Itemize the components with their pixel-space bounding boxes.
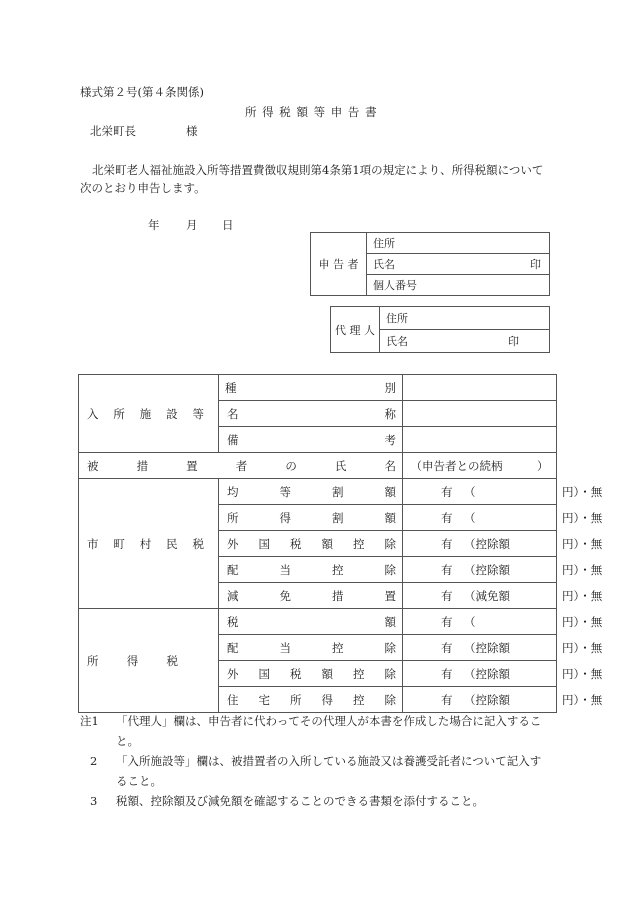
agent-heading: 代 理 人 [331,307,380,353]
note-text: 「代理人」欄は、申告者に代わってその代理人が本書を作成した場合に記入すること。 [116,714,542,748]
person-name-value[interactable] [403,453,557,479]
applicant-mynumber-label: 個人番号 [373,279,417,292]
addressee-mayor: 北栄町長 [90,124,136,138]
amount-open: （控除額 [464,536,510,551]
note-text: 「入所施設等」欄は、被措置者の入所している施設又は養護受託者について記入すること。 [116,754,542,788]
yes-mark: 有 [441,484,453,499]
facility-name-value[interactable] [403,401,557,427]
facility-name-label: 名称 [219,401,403,427]
applicant-address-label: 住所 [373,237,395,250]
relation-note: （申告者との続柄 ） [410,458,549,473]
facility-type-value[interactable] [403,375,557,401]
date-day: 日 [222,218,234,232]
note-text: 税額、控除額及び減免額を確認することのできる書類を添付すること。 [116,794,484,808]
municipal-label-foreign-credit: 外国税額控除 [219,531,403,557]
income-value-housing[interactable] [403,687,603,713]
applicant-mynumber-field[interactable] [367,275,550,296]
amount-open: （控除額 [464,666,510,681]
amount-close: 円）・無 [562,640,603,655]
amount-close: 円）・無 [562,562,603,577]
agent-address-field[interactable] [380,307,550,330]
note-number: 注1 [80,714,99,728]
amount-open: （ [464,614,476,629]
notes [80,711,550,811]
yes-mark: 有 [441,640,453,655]
form-number: 様式第２号(第４条関係) [80,85,204,99]
amount-open: （減免額 [464,588,510,603]
note-item [80,751,550,791]
form-title: 所 得 税 額 等 申 告 書 [245,105,378,119]
date-month: 月 [186,218,198,232]
amount-close: 円）・無 [562,614,603,629]
applicant-heading: 申 告 者 [311,233,367,296]
facility-remarks-value[interactable] [403,427,557,453]
amount-close: 円）・無 [562,510,603,525]
amount-close: 円）・無 [562,692,603,707]
intro-line-2: 次のとおり申告します。 [80,181,206,195]
yes-mark: 有 [441,510,453,525]
yes-mark: 有 [441,562,453,577]
municipal-value-income[interactable] [403,505,603,531]
income-label-tax: 税額 [219,609,403,635]
applicant-table [310,232,550,296]
yes-mark: 有 [441,536,453,551]
municipal-value-per-capita[interactable] [403,479,603,505]
municipal-value-dividend[interactable] [403,557,603,583]
municipal-tax-heading: 市町村民税 [79,479,219,609]
facility-heading: 入所施設等 [79,375,219,453]
yes-mark: 有 [441,588,453,603]
applicant-name-field[interactable] [367,254,550,275]
income-tax-heading: 所得税 [79,609,219,713]
note-item [80,711,550,751]
income-value-dividend[interactable] [403,635,603,661]
municipal-label-per-capita: 均等割額 [219,479,403,505]
amount-open: （ [464,484,476,499]
agent-seal-mark: 印 [508,335,519,348]
agent-table [330,306,550,353]
date-year: 年 [148,218,160,232]
municipal-value-reduction[interactable] [403,583,603,609]
facility-remarks-label: 備考 [219,427,403,453]
amount-open: （控除額 [464,640,510,655]
intro-line-1: 北栄町老人福祉施設入所等措置費徴収規則第4条第1項の規定により、所得税額について [92,163,544,177]
person-name-label: 被措置者の氏名 [79,453,403,479]
agent-address-label: 住所 [386,312,408,325]
note-number: 3 [90,794,98,808]
municipal-value-foreign-credit[interactable] [403,531,603,557]
amount-open: （控除額 [464,562,510,577]
municipal-label-reduction: 減免措置 [219,583,403,609]
municipal-label-dividend: 配当控除 [219,557,403,583]
yes-mark: 有 [441,666,453,681]
municipal-label-income: 所得割額 [219,505,403,531]
amount-close: 円）・無 [562,484,603,499]
yes-mark: 有 [441,692,453,707]
note-number: 2 [90,754,98,768]
yes-mark: 有 [441,614,453,629]
addressee-honorific: 様 [186,124,198,138]
income-value-foreign-credit[interactable] [403,661,603,687]
applicant-address-field[interactable] [367,233,550,254]
facility-type-label: 種別 [219,375,403,401]
note-item [80,791,550,811]
amount-close: 円）・無 [562,536,603,551]
applicant-name-label: 氏名 [373,258,395,271]
income-label-foreign-credit: 外国税額控除 [219,661,403,687]
agent-name-label: 氏名 [386,335,408,348]
amount-open: （控除額 [464,692,510,707]
income-value-tax[interactable] [403,609,603,635]
amount-close: 円）・無 [562,588,603,603]
declaration-table [78,374,603,713]
amount-close: 円）・無 [562,666,603,681]
agent-name-field[interactable] [380,330,550,353]
income-label-housing: 住宅所得控除 [219,687,403,713]
applicant-seal-mark: 印 [530,258,541,271]
amount-open: （ [464,510,476,525]
income-label-dividend: 配当控除 [219,635,403,661]
